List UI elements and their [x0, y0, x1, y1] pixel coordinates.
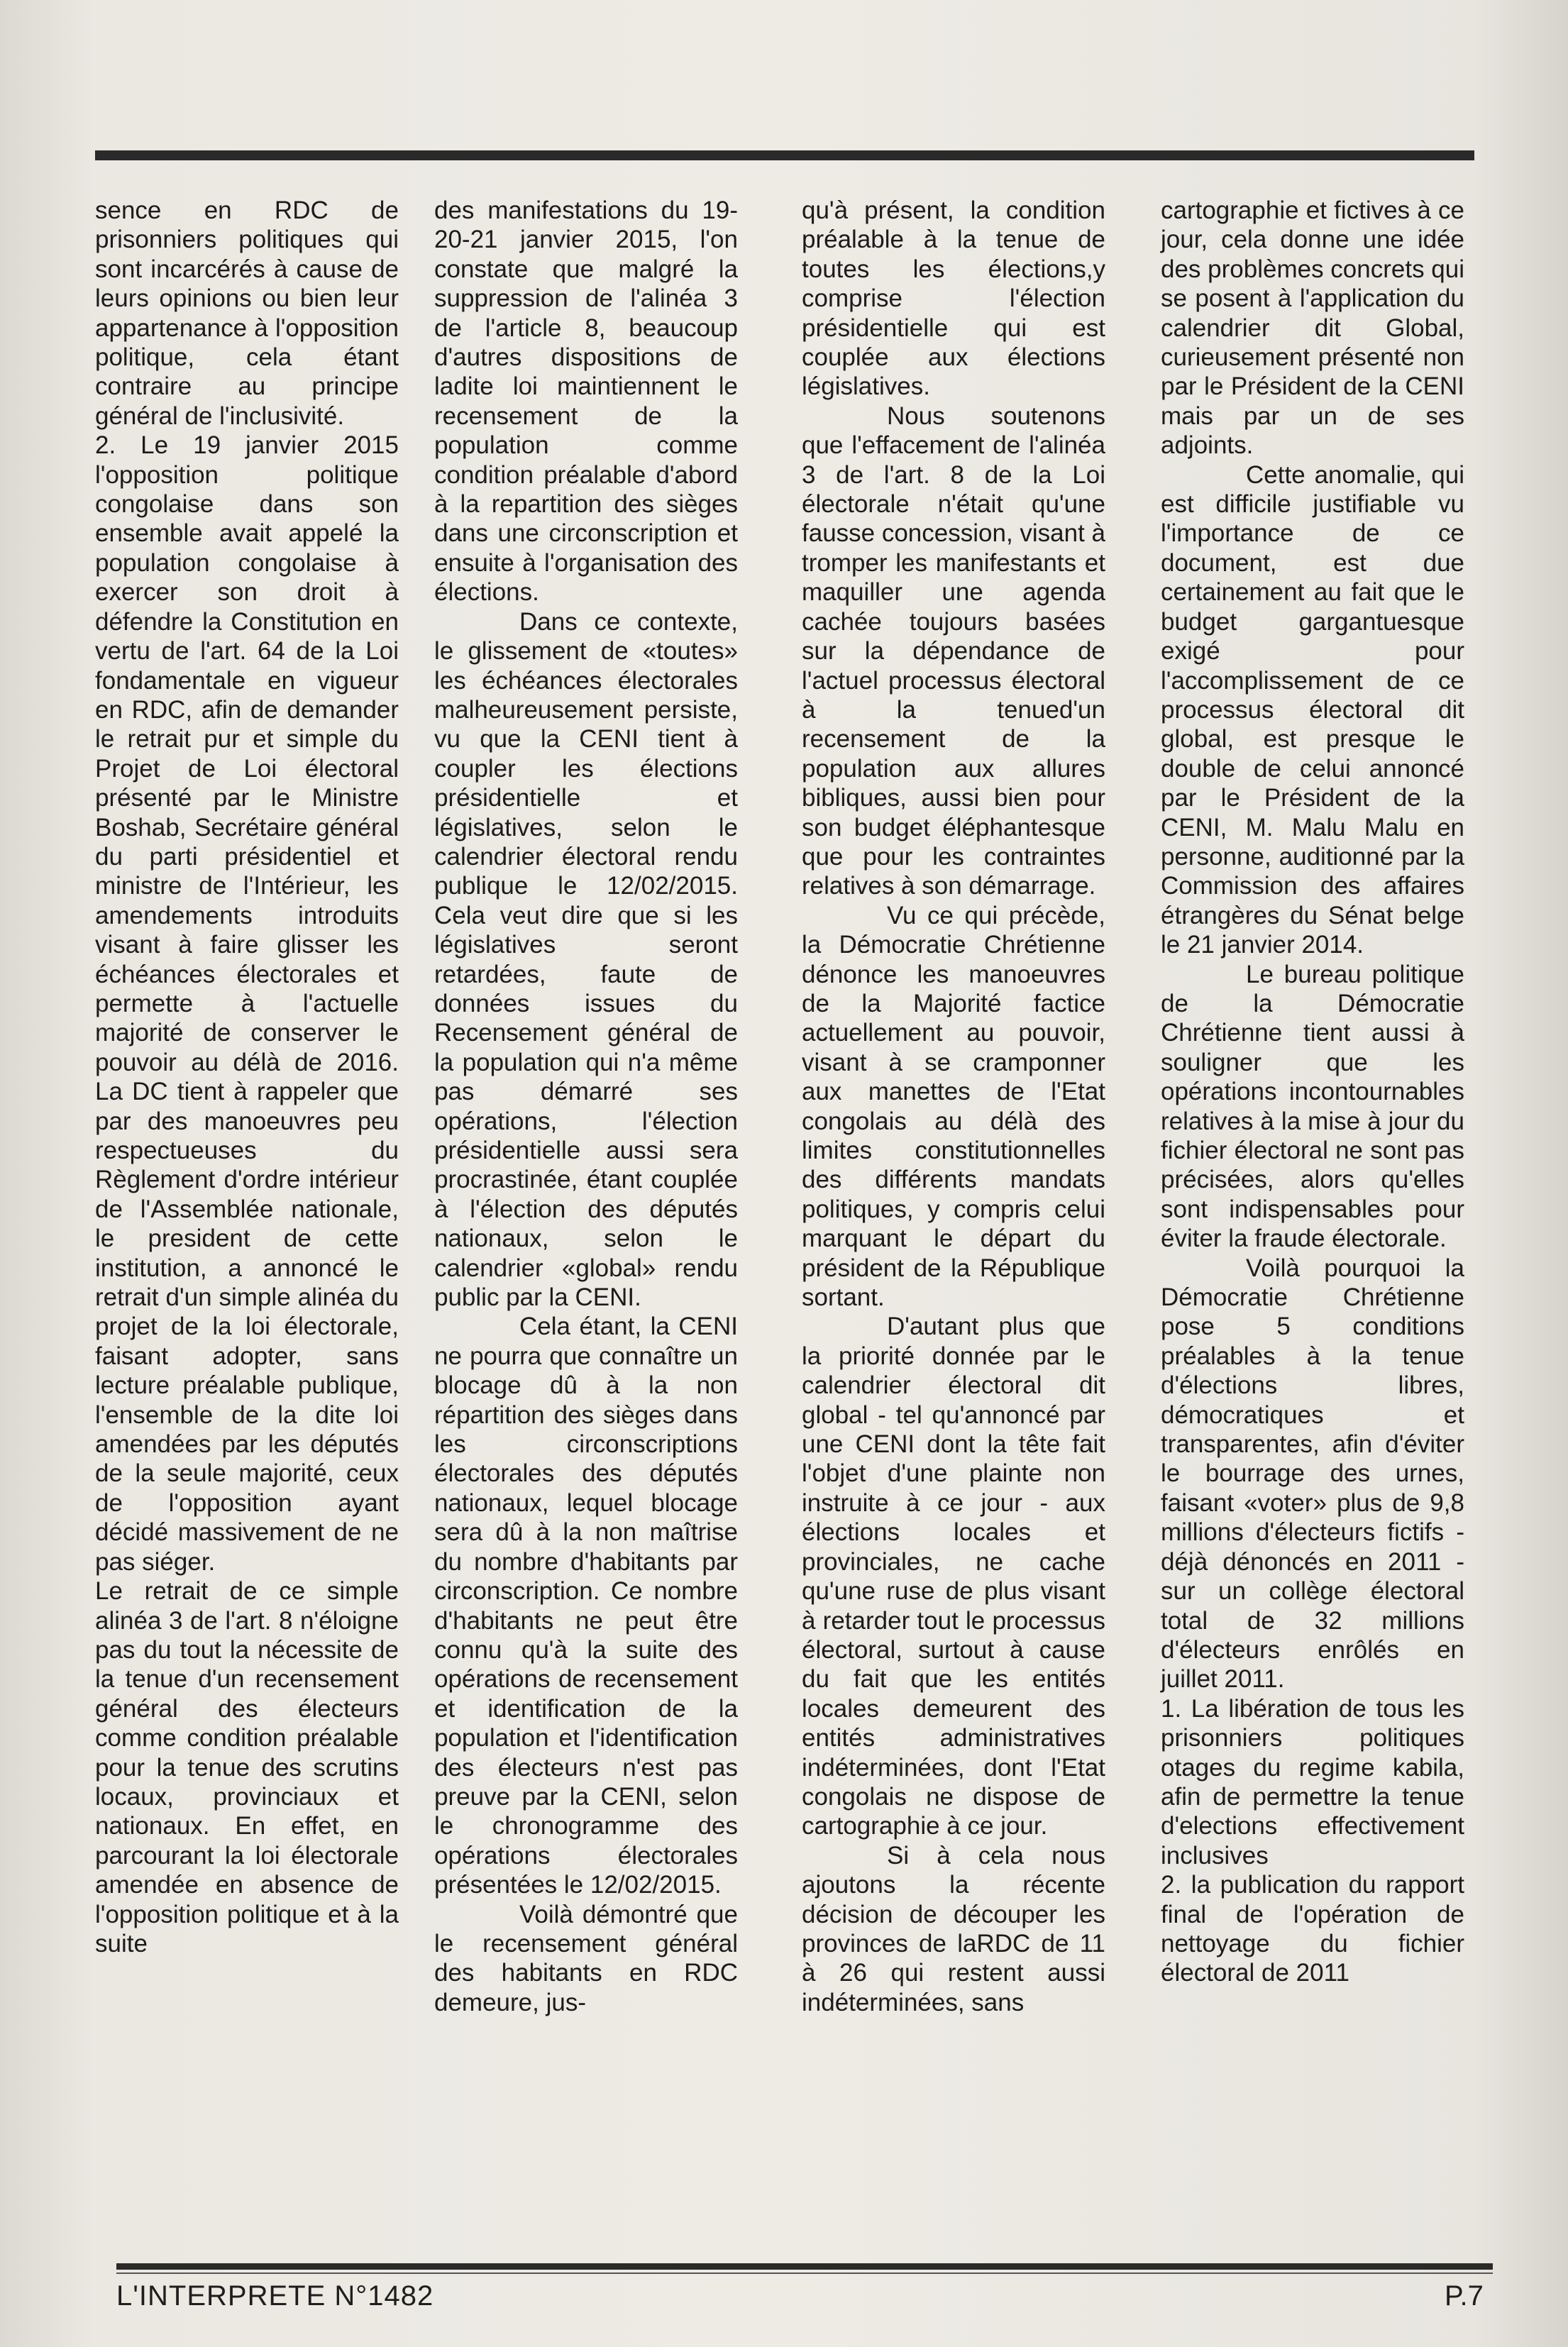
paragraph: Le retrait de ce simple alinéa 3 de l'art. 8 n'éloigne pas du tout la nécessite de la tenue d'un recensement général des électeurs comme condition préalable pour la tenue des scrutins locaux, provinciaux et nationaux. En effet, en parcourant la loi électorale amendée en absence de l'opposition politique et à la suite: [95, 1577, 399, 1957]
page-number: P.7: [1445, 2280, 1484, 2312]
paragraph: cartographie et fictives à ce jour, cela donne une idée des problèmes concrets qui se posent à l'application du calendrier dit Global, curieusement présenté non par le Président de la CENI mais par un de ses adjoints.: [1161, 197, 1464, 460]
paragraph: Si à cela nous ajoutons la récente décision de découper les provinces de laRDC de 11 à 26 qui restent aussi indéterminées, sans: [802, 1841, 1105, 2016]
column-4: [1161, 196, 1464, 1988]
bottom-rule-thin: [116, 2273, 1493, 2274]
paragraph: qu'à présent, la condition préalable à la tenue de toutes les élections,y comprise l'élection présidentielle qui est couplée aux élections législatives.: [802, 197, 1105, 401]
paragraph: des manifestations du 19-20-21 janvier 2015, l'on constate que malgré la suppression de l'alinéa 3 de l'article 8, beaucoup d'autres dispositions de ladite loi maintiennent le recensement de la population comme condition préalable d'abord à la repartition des sièges dans une circonscription et ensuite à l'organisation des élections.: [434, 197, 738, 607]
top-rule: [95, 150, 1474, 160]
bottom-rule: [116, 2263, 1493, 2270]
paragraph: 1. La libération de tous les prisonniers politiques otages du regime kabila, afin de permettre la tenue d'elections effectivement inclusives: [1161, 1694, 1464, 1870]
paragraph: D'autant plus que la priorité donnée par le calendrier électoral dit global - tel qu'annoncé par une CENI dont la tête fait l'objet d'une plainte non instruite à ce jour - aux élections locales et provinciales, ne cache qu'une ruse de plus visant à retarder tout le processus électoral, surtout à cause du fait que les entités locales demeurent des entités administratives indéterminées, dont l'Etat congolais ne dispose de cartographie à ce jour.: [802, 1313, 1105, 1840]
paragraph: Le bureau politique de la Démocratie Chrétienne tient aussi à souligner que les opérations incontournables relatives à la mise à jour du fichier électoral ne sont pas précisées, alors qu'elles sont indispensables pour éviter la fraude électorale.: [1161, 960, 1464, 1253]
column-2: [434, 196, 738, 2017]
paragraph: Cette anomalie, qui est difficile justifiable vu l'importance de ce document, est due certainement au fait que le budget gargantuesque exigé pour l'accomplissement de ce processus électoral dit global, est presque le double de celui annoncé par le Président de la CENI, M. Malu Malu en personne, auditionné par la Commission des affaires étrangères du Sénat belge le 21 janvier 2014.: [1161, 460, 1464, 959]
column-3: [802, 196, 1105, 2017]
paragraph: Cela étant, la CENI ne pourra que connaître un blocage dû à la non répartition des sièges dans les circonscriptions électorales des députés nationaux, lequel blocage sera dû à la non maîtrise du nombre d'habitants par circonscription. Ce nombre d'habitants ne peut être connu qu'à la suite des opérations de recensement et identification de la population et l'identification des électeurs n'est pas preuve par la CENI, selon le chronogramme des opérations électorales présentées le 12/02/2015.: [434, 1313, 738, 1899]
paragraph: Voilà pourquoi la Démocratie Chrétienne pose 5 conditions préalables à la tenue d'élections libres, démocratiques et transparentes, afin d'éviter le bourrage des urnes, faisant «voter» plus de 9,8 millions d'électeurs fictifs - déjà dénoncés en 2011 - sur un collège électoral total de 32 millions d'électeurs enrôlés en juillet 2011.: [1161, 1254, 1464, 1694]
paragraph: Nous soutenons que l'effacement de l'alinéa 3 de l'art. 8 de la Loi électorale n'était qu'une fausse concession, visant à tromper les manifestants et maquiller une agenda cachée toujours basées sur la dépendance de l'actuel processus électoral à la tenued'un recensement de la population aux allures bibliques, aussi bien pour son budget éléphantesque que pour les contraintes relatives à son démarrage.: [802, 402, 1106, 900]
paragraph: sence en RDC de prisonniers politiques qui sont incarcérés à cause de leurs opinions ou bien leur appartenance à l'opposition politique, cela étant contraire au principe général de l'inclusivité.: [95, 197, 399, 430]
paragraph: Dans ce contexte, le glissement de «toutes» les échéances électorales malheureusement persiste, vu que la CENI tient à coupler les élections présidentielle et législatives, selon le calendrier électoral rendu publique le 12/02/2015. Cela veut dire que si les législatives seront retardées, faute de données issues du Recensement général de la population qui n'a même pas démarré ses opérations, l'élection présidentielle aussi sera procrastinée, étant couplée à l'élection des députés nationaux, selon le calendrier «global» rendu public par la CENI.: [434, 607, 738, 1312]
column-1: [95, 196, 399, 1958]
paragraph: 2. Le 19 janvier 2015 l'opposition politique congolaise dans son ensemble avait appelé la population congolaise à exercer son droit à défendre la Constitution en vertu de l'art. 64 de la Loi fondamentale en vigueur en RDC, afin de demander le retrait pur et simple du Projet de Loi électoral présenté par le Ministre Boshab, Secrétaire général du parti présidentiel et ministre de l'Intérieur, les amendements introduits visant à faire glisser les échéances électorales et permette à l'actuelle majorité de conserver le pouvoir au délà de 2016. La DC tient à rappeler que par des manoeuvres peu respectueuses du Règlement d'ordre intérieur de l'Assemblée nationale, le president de cette institution, a annoncé le retrait d'un simple alinéa du projet de la loi électorale, faisant adopter, sans lecture préalable publique, l'ensemble de la dite loi amendées par les députés de la seule majorité, ceux de l'opposition ayant décidé massivement de ne pas siéger.: [95, 431, 399, 1576]
paragraph: Vu ce qui précède, la Démocratie Chrétienne dénonce les manoeuvres de la Majorité factice actuellement au pouvoir, visant à se cramponner aux manettes de l'Etat congolais au délà des limites constitutionnelles des différents mandats politiques, y compris celui marquant le départ du président de la République sortant.: [802, 901, 1105, 1312]
publication-title: L'INTERPRETE N°1482: [116, 2280, 434, 2312]
paragraph: 2. la publication du rapport final de l'opération de nettoyage du fichier électoral de 2011: [1161, 1871, 1464, 1987]
paragraph: Voilà démontré que le recensement général des habitants en RDC demeure, jus-: [434, 1900, 738, 2016]
